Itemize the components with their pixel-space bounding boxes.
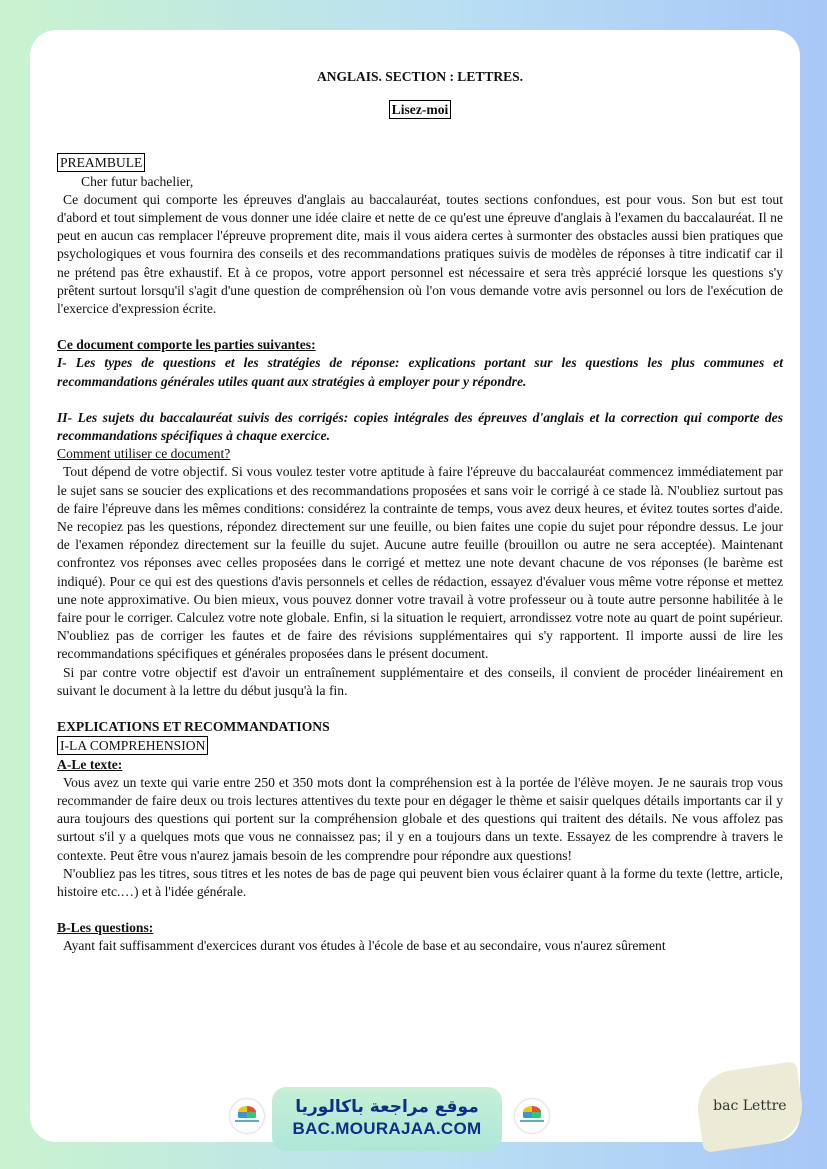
site-url[interactable]: BAC.MOURAJAA.COM <box>292 1119 482 1138</box>
usage-heading: Comment utiliser ce document? <box>57 446 231 462</box>
badge-label: bac Lettre <box>713 1098 787 1115</box>
part-two: II- Les sujets du baccalauréat suivis des corrigés: copies intégrales des épreuves d'anglais et la correction qui comporte des recommandations spécifiques à chaque exercice. <box>57 409 783 444</box>
texte-paragraph-2: N'oubliez pas les titres, sous titres et les notes de bas de page qui peuvent bien vous éclairer quant à la forme du texte (lettre, article, histoire etc.…) et à l'idée générale. <box>57 865 783 899</box>
preambule-paragraph: Ce document qui comporte les épreuves d'anglais au baccalauréat, toutes sections confondues, est pour vous. Son but est tout d'abord et tout simplement de vous donner une idée claire et nette de ce qu'est une épreuve d'anglais à l'examen du baccalauréat. Il ne peut en aucun cas remplacer l'épreuve proprement dite, mais il vous aidera certes à surmonter des obstacles aussi bien pratiques que psychologiques et vous fournira des conseils et des recommandations pratiques suivis de modèles de réponses à titre indicatif car il ne prétend pas être exhaustif. Et à ce propos, votre apport personnel est nécessaire et sera très apprécié lorsque les questions s'y prêtent surtout lorsqu'il s'agit d'une question de compréhension où l'on vous demande votre avis personnel ou lors de l'exécution de l'exercice d'expression écrite. <box>57 191 783 317</box>
usage-paragraph-1: Tout dépend de votre objectif. Si vous voulez tester votre aptitude à faire l'épreuve du baccalauréat commencez immédiatement par le sujet sans se soucier des explications et des recommandations proposées et sans voir le corrigé à ce stade là. N'oubliez surtout pas de faire l'épreuve dans les mêmes conditions: considérez la contrainte de temps, vous avez deux heures, et évitez toutes sortes d'aide. Ne recopiez pas les questions, répondez directement sur une feuille, ou bien faites une copie du sujet pour répondre dessus. Le jour de l'examen répondez directement sur la feuille du sujet. Aucune autre feuille (brouillon ou autre ne sera acceptée). Maintenant confrontez vos réponses avec celles proposées dans le corrigé et mettez une note devant chacune de vos réponses (le barème est indiqué). Pour ce qui est des questions d'avis personnels et celles de rédaction, essayez d'évaluer vous même votre réponse et mettez une note approximative. Ou bien mieux, vous pouvez donner votre travail à votre professeur ou à toute autre personne habilitée à le faire pour le corriger. Calculez votre note globale. Enfin, si la situation le requiert, arrondissez votre note au quart de point supérieur. N'oubliez pas de corriger les fautes et de faire des révisions supplémentaires qui s'y rapportent. Il importe aussi de lire les recommandations spécifiques et générales proposées dans le présent document. <box>57 464 783 662</box>
greeting: Cher futur bachelier, <box>81 173 194 189</box>
explications-heading: EXPLICATIONS ET RECOMMANDATIONS <box>57 719 330 735</box>
page-title: ANGLAIS. SECTION : LETTRES. <box>317 69 523 84</box>
document-body <box>57 64 783 956</box>
site-arabic-name: موقع مراجعة باكالوريا <box>295 1097 479 1117</box>
texte-paragraph-1: Vous avez un texte qui varie entre 250 et 350 mots dont la compréhension est à la portée de l'élève moyen. Je ne saurais trop vous recommander de faire deux ou trois lectures attentives du texte pour en dégager le thème et saisir quelques détails importants car il y aura toujours des questions qui portent sur la compréhension globale et des questions qui traitent des détails. Ne vous affolez pas surtout s'il y a quelques mots que vous ne connaissez pas; il y en a toujours dans un texte. Essayez de les comprendre à travers le contexte. Peut être vous n'aurez jamais besoin de les comprendre pour répondre aux questions! <box>57 774 783 863</box>
site-logo-left <box>230 1099 264 1133</box>
texte-subheading: A-Le texte: <box>57 756 123 772</box>
part-one: I- Les types de questions et les stratégies de réponse: explications portant sur les questions les plus communes et recommandations générales utiles quant aux stratégies à employer pour y répondre. <box>57 355 783 389</box>
document-page <box>30 30 800 1142</box>
lisez-moi-label: Lisez-moi <box>389 100 452 119</box>
usage-paragraph-2: Si par contre votre objectif est d'avoir un entraînement supplémentaire et des conseils, il convient de procéder linéairement en suivant le document à la lettre du début jusqu'à la fin. <box>57 664 783 698</box>
site-logo-right <box>515 1099 549 1133</box>
parts-heading: Ce document comporte les parties suivantes: <box>57 337 316 353</box>
comprehension-heading: I-LA COMPREHENSION <box>57 736 208 755</box>
preambule-heading: PREAMBULE <box>57 153 145 172</box>
questions-subheading: B-Les questions: <box>57 920 154 936</box>
questions-paragraph: Ayant fait suffisamment d'exercices durant vos études à l'école de base et au secondaire, vous n'aurez sûrement <box>63 938 666 954</box>
site-banner[interactable] <box>272 1087 502 1151</box>
